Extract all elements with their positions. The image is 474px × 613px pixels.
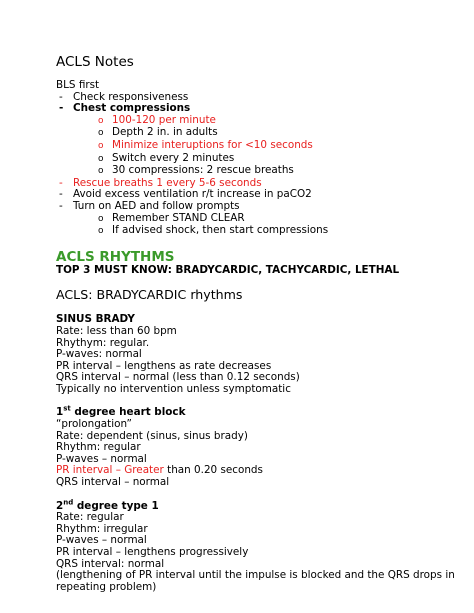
circle-bullet: o xyxy=(98,140,104,151)
text-line: (lengthening of PR interval until the impulse is blocked and the QRS drops in xyxy=(56,569,455,582)
list-item-text: Rescue breaths 1 every 5-6 seconds xyxy=(73,176,262,189)
text-line: P-waves: normal xyxy=(56,348,142,361)
list-subitem-text: Depth 2 in. in adults xyxy=(112,126,218,139)
dash-bullet: - xyxy=(59,90,63,103)
text-line: Rhythm: irregular xyxy=(56,522,148,535)
circle-bullet: o xyxy=(98,128,104,139)
dash-bullet: - xyxy=(59,188,63,201)
bradycardic-heading: ACLS: BRADYCARDIC rhythms xyxy=(56,287,243,303)
text-line: “prolongation” xyxy=(56,418,132,431)
list-item xyxy=(56,201,456,213)
pr-interval-rest: than 0.20 seconds xyxy=(163,464,263,477)
dash-bullet: - xyxy=(59,176,63,189)
pr-interval-highlight: PR interval – Greater xyxy=(56,464,164,477)
text-line: Typically no intervention unless symptomatic xyxy=(56,382,291,395)
list-subitem-text: 100-120 per minute xyxy=(112,113,216,126)
text-line: QRS interval – normal (less than 0.12 seconds) xyxy=(56,371,300,384)
circle-bullet: o xyxy=(98,166,104,177)
list-item-text: Check responsiveness xyxy=(73,90,189,103)
title-text: degree type 1 xyxy=(73,499,159,512)
title-superscript: st xyxy=(63,405,71,413)
text-line: P-waves – normal xyxy=(56,534,147,547)
list-item-text: Turn on AED and follow prompts xyxy=(73,199,240,212)
list-subitem xyxy=(56,225,456,238)
list-subitem-text: If advised shock, then start compressions xyxy=(112,224,329,237)
circle-bullet: o xyxy=(98,115,104,126)
list-item-text: Chest compressions xyxy=(73,102,191,115)
list-subitem-text: Switch every 2 minutes xyxy=(112,151,235,164)
document-page xyxy=(56,54,456,593)
dash-bullet: - xyxy=(59,199,63,212)
circle-bullet: o xyxy=(98,213,104,224)
title-number: 2 xyxy=(56,499,64,512)
rhythms-subheading: TOP 3 MUST KNOW: BRADYCARDIC, TACHYCARDIC, LETHAL xyxy=(56,263,400,276)
dash-bullet: - xyxy=(59,102,64,115)
text-line: Rhythym: regular. xyxy=(56,336,150,349)
text-line: Rhythm: regular xyxy=(56,441,141,454)
title-superscript: nd xyxy=(63,498,74,507)
document-title: ACLS Notes xyxy=(56,54,134,70)
sinus-brady-title: SINUS BRADY xyxy=(56,313,135,326)
list-subitem xyxy=(56,165,456,178)
list-subitem-text: Minimize interuptions for <10 seconds xyxy=(112,138,313,151)
list-subitem xyxy=(56,140,456,153)
rhythms-heading: ACLS RHYTHMS xyxy=(56,248,175,265)
bls-heading: BLS first xyxy=(56,79,100,91)
list-item-text: Avoid excess ventilation r/t increase in paCO2 xyxy=(73,188,312,201)
title-text: degree heart block xyxy=(70,406,186,419)
text-line: QRS interval – normal xyxy=(56,476,170,489)
text-line: Rate: regular xyxy=(56,511,124,524)
list-subitem-text: 30 compressions: 2 rescue breaths xyxy=(112,164,294,177)
text-line: Rate: less than 60 bpm xyxy=(56,324,177,337)
text-line: PR interval – lengthens as rate decreases xyxy=(56,359,272,372)
list-subitem-text: Remember STAND CLEAR xyxy=(112,211,245,224)
circle-bullet: o xyxy=(98,153,104,164)
title-number: 1 xyxy=(56,406,64,419)
text-line: repeating problem) xyxy=(56,580,157,593)
text-line: PR interval – lengthens progressively xyxy=(56,546,249,558)
text-line: QRS interval: normal xyxy=(56,557,165,570)
text-line: Rate: dependent (sinus, sinus brady) xyxy=(56,429,248,442)
text-line: P-waves – normal xyxy=(56,452,147,465)
circle-bullet: o xyxy=(98,226,104,237)
